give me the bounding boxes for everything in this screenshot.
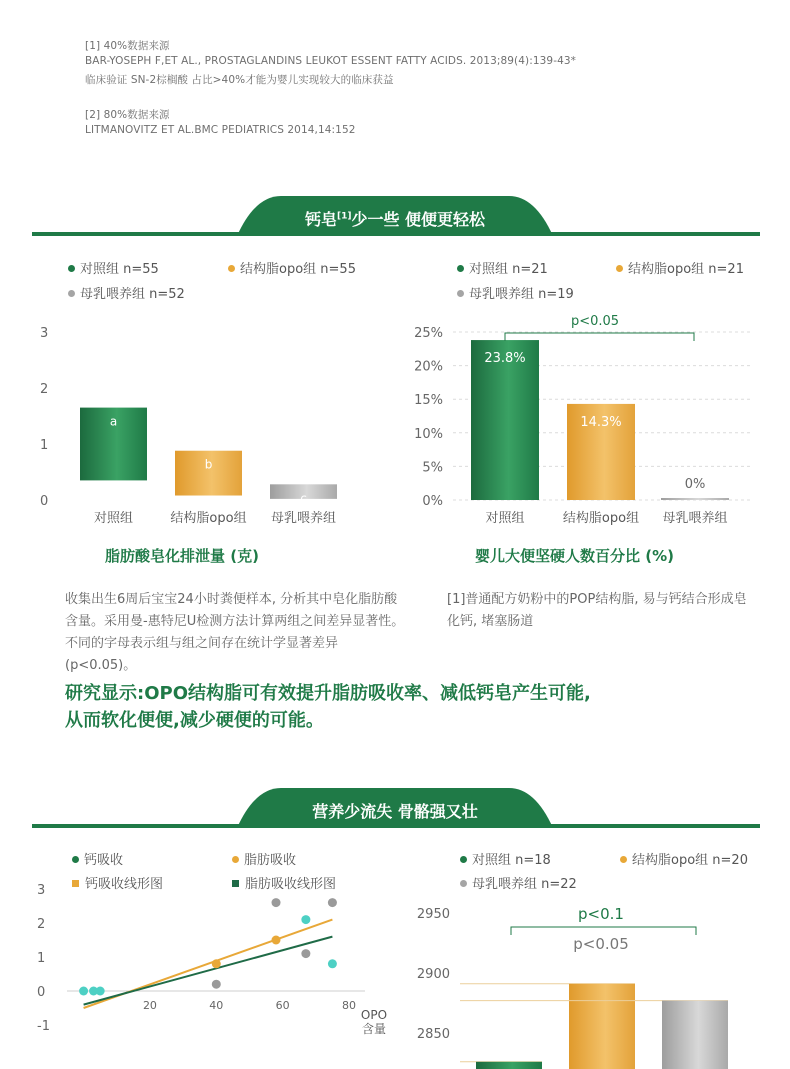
scatter-point [272, 898, 281, 907]
bar [662, 1001, 728, 1069]
x-tick-label: 20 [142, 999, 157, 1012]
reference-2-line-1: LITMANOVITZ ET AL.BMC PEDIATRICS 2014,14:152 [85, 124, 356, 136]
bar-letter-label: c [300, 491, 307, 506]
legend-dot-gray [460, 880, 467, 887]
legend-dot-orange [620, 856, 627, 863]
y-tick-label: 2900 [416, 967, 450, 982]
scatter-point [328, 898, 337, 907]
section1-banner-rest: 少一些 便便更轻松 [351, 210, 486, 229]
legend-dot-green [68, 265, 75, 272]
legend-dot-orange [616, 265, 623, 272]
scatter-point [301, 915, 310, 924]
scatter-point [212, 959, 221, 968]
legend-breast-right: 母乳喂养组 n=19 [457, 283, 574, 302]
legend-control-right: 对照组 n=21 [457, 258, 548, 277]
legend-calcium-line: 钙吸收线形图 [72, 873, 163, 892]
right-chart-caption: 婴儿大便坚硬人数百分比 (%) [475, 547, 674, 565]
y-tick-label: 2950 [416, 907, 450, 922]
y-tick-label: 15% [414, 393, 443, 409]
legend-dot-gray [68, 290, 75, 297]
y-tick-label: 0 [37, 985, 46, 1000]
legend-dot-orange [232, 856, 239, 863]
scatter-point [79, 987, 88, 996]
legend-breast-left: 母乳喂养组 n=52 [68, 283, 185, 302]
conclusion [65, 680, 591, 734]
chart-bone-bars [405, 895, 765, 1069]
significance-bracket [505, 333, 694, 341]
bar [569, 984, 635, 1069]
legend-dot-orange [228, 265, 235, 272]
legend-opo-left: 结构脂opo组 n=55 [228, 258, 356, 277]
section1-banner-title [237, 207, 553, 230]
scatter-point [96, 987, 105, 996]
trend-line [84, 937, 333, 1005]
y-tick-label: 20% [414, 359, 443, 375]
y-tick-label: 3 [40, 326, 49, 341]
significance-bracket-1 [511, 927, 696, 935]
legend-calcium: 钙吸收 [72, 849, 123, 868]
y-tick-label: 1 [40, 438, 49, 453]
category-label: 母乳喂养组 [662, 511, 728, 526]
legend-opo-s2: 结构脂opo组 n=20 [620, 849, 748, 868]
y-tick-label: 10% [414, 426, 443, 442]
category-label: 结构脂opo组 [562, 511, 640, 526]
y-tick-label: 1 [37, 951, 46, 966]
right-description: [1]普通配方奶粉中的POP结构脂, 易与钙结合形成皂化钙, 堵塞肠道 [447, 592, 747, 629]
scatter-point [301, 949, 310, 958]
legend-dot-gray [457, 290, 464, 297]
left-chart-caption: 脂肪酸皂化排泄量 (克) [105, 547, 259, 565]
bar-value-label: 23.8% [484, 351, 526, 367]
legend-dot-green [457, 265, 464, 272]
scatter-point [272, 936, 281, 945]
bar [476, 1062, 542, 1069]
chart-soap-fatty-acid [30, 320, 390, 535]
scatter-point [328, 959, 337, 968]
x-axis-label-1: OPO [360, 1008, 388, 1022]
reference-1-title: [1] 40%数据来源 [85, 40, 170, 52]
bar-letter-label: b [204, 457, 213, 472]
chart-hard-stool [405, 310, 765, 535]
x-axis-label-2: 含量 [361, 1022, 387, 1036]
legend-fat: 脂肪吸收 [232, 849, 296, 868]
legend-control-left: 对照组 n=55 [68, 258, 159, 277]
legend-dot-green [460, 856, 467, 863]
significance-label-1: p<0.1 [578, 905, 624, 923]
y-tick-label: 5% [422, 460, 443, 476]
x-tick-label: 80 [342, 999, 356, 1012]
y-tick-label: 2850 [416, 1027, 450, 1042]
legend-dot-green [72, 856, 79, 863]
x-tick-label: 60 [275, 999, 290, 1012]
reference-1-line-2: 临床验证 SN-2棕榈酸 占比>40%才能为婴儿实现较大的临床获益 [85, 74, 394, 86]
bar-value-label: 14.3% [580, 414, 622, 430]
reference-1-line-1: BAR-YOSEPH F,ET AL., PROSTAGLANDINS LEUKOT ESSENT FATTY ACIDS. 2013;89(4):139-43* [85, 55, 576, 67]
scatter-point [212, 980, 221, 989]
bar-value-label: 0% [684, 477, 706, 492]
y-tick-label: 3 [37, 883, 46, 898]
category-label: 母乳喂养组 [270, 511, 337, 526]
x-tick-label: 40 [209, 999, 224, 1012]
significance-label: p<0.05 [570, 314, 620, 329]
y-tick-label: 2 [37, 917, 46, 932]
y-tick-label: -1 [37, 1019, 50, 1034]
legend-breast-s2: 母乳喂养组 n=22 [460, 873, 577, 892]
conclusion-line-1: 研究显示:OPO结构脂可有效提升脂肪吸收率、减低钙皂产生可能, [65, 683, 591, 704]
y-tick-label: 2 [40, 382, 49, 397]
category-label: 对照组 [93, 511, 134, 526]
bar [661, 498, 729, 500]
bar-letter-label: a [109, 414, 118, 429]
legend-opo-right: 结构脂opo组 n=21 [616, 258, 744, 277]
legend-square-orange [72, 880, 79, 887]
left-description: 收集出生6周后宝宝24小时粪便样本, 分析其中皂化脂肪酸含量。采用曼-惠特尼U检测方法计算两组之间差异显著性。不同的字母表示组与组之间存在统计学显著差异 (p<0.05)。 [65, 592, 405, 673]
y-tick-label: 0 [40, 494, 49, 509]
legend-control-s2: 对照组 n=18 [460, 849, 551, 868]
significance-label-2: p<0.05 [573, 935, 629, 953]
conclusion-line-2: 从而软化便便,减少硬便的可能。 [65, 710, 324, 731]
legend-square-green [232, 880, 239, 887]
category-label: 结构脂opo组 [170, 511, 247, 526]
y-tick-label: 0% [422, 494, 443, 509]
legend-fat-line: 脂肪吸收线形图 [232, 873, 336, 892]
section1-banner-sup: [1] [336, 211, 352, 222]
reference-2-title: [2] 80%数据来源 [85, 109, 170, 121]
section1-banner-main: 钙皂 [304, 210, 337, 229]
category-label: 对照组 [485, 511, 525, 526]
section2-banner-title: 营养少流失 骨骼强又壮 [312, 802, 478, 821]
y-tick-label: 25% [414, 326, 443, 341]
